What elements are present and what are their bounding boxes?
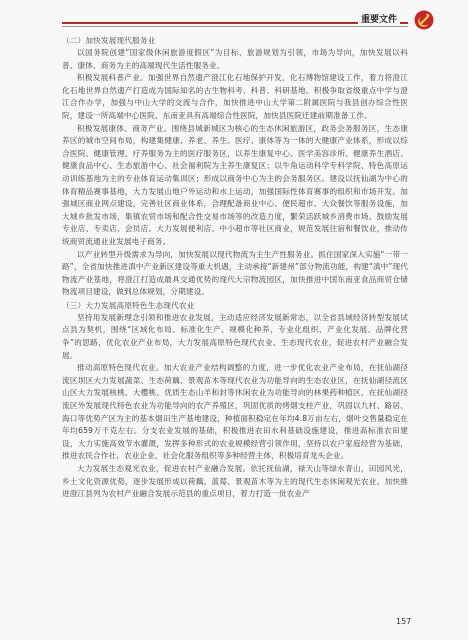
section-agriculture [62, 299, 408, 501]
paragraph: 以产业转型升级需求为导向，加快发展以现代物流为主生产性服务业。抓住国家深入实施“一带一路”，全省加快推进滇中产业新区建设等重大机遇，主动承接“新建州”部分物流功能，构建“滇中”现代物流产业基地，将澄江打造成最具交通优势的现代大宗物流园区，加快推进中国东南亚食品商贸仓储物流项目建设，做到总体规划，分期建设。 [62, 249, 408, 297]
main-content [62, 34, 408, 501]
paragraph: 积极发展康体、商务产业。围绕县城新城区为核心的生态休闲旅游区，政务会务服务区，生态康养区的城市空间布局，构建集健康、养老、养生、医疗、康体等为一体的大健康产业体系，形成以综合医院、健康管理、疗养服务为主的医疗服务区，以养生康复中心、医学美容诊所、健康养生酒店、健康食品中心、生态旅游中心、社会福利院为主养生康复区；以牛角运动科学专科学院、特色高原运动训练基地为主的专业体育运动集训区；形成以商务中心为主的会务服务区。建设以抚仙湖为中心的体育精品赛事基地，大力发展山地户外运动和水上运动，加强国际性体育赛事的组织和市场开发。加强城区商业网点建设，完善社区商业体系，合理配备商业中心、便民超市、大众餐饮等服务设施，加大城乡批发市场，集镇农贸市场和配合性交易市场等的改造力度，繁荣活跃城乡消费市场。鼓励发展专业店、专卖店、会员店。大力发展便利店、中小超市等社区商业，规范发展住宿和餐饮业，推动传统商贸流通业业发展电子商务。 [62, 123, 408, 246]
paragraph: 推动高原特色现代农业。加大农业产业结构调整的力度，进一步优化农业产业布局，在抚仙湖径流区坝区大力发展蔬菜、生态荷藕、景观苗木等现代农业为功能导向的生态农业区，在抚仙湖径流区山区大力发展核桃、大樱桃、优质生态山羊和封等休闲农业为功能导向的林果药种植区，在抚仙湖径流区外发展现代特色农业为功能导向的农产养殖区，巩固优质的烤烟支柱产业，巩固以九村、路居、海口等优势产区为主的基本烟田生产基地建设，种植面积稳定在年均4.8万亩左右，烟叶交售量稳定在年均659万千克左右。分支农业发展的基础，积极推进农田水利基础设施建设，推进高标准农田建设，大力实施高效节水灌溉，发挥多种形式的农业规模经营引领作用，坚持以农户家庭经营为基础，推进农民合作社、农业企业、社会化服务组织等多种经营主体，积极培育龙头企业。 [62, 363, 408, 461]
document-category-label: 重要文件 [358, 12, 400, 25]
page-number: 157 [396, 617, 412, 626]
section-title: （三）大力发展高原特色生态现代农业 [62, 300, 195, 310]
section-title: （二）加快发展现代服务业 [62, 36, 156, 45]
header-red-rule [62, 22, 408, 24]
section-services [62, 34, 408, 299]
header-grey-rule [62, 26, 408, 27]
paragraph: 大力发展生态观光农业，促进农村产业融合发展。依托抚仙湖，禄天山等绿水青山，田园风光，乡土文化资源优势，逐步发展形成以荷藕、蓝莓、景观苗木等为主的现代生态休闲观光农业。加快推进澄江县列为农村产业融合发展示范县的重点项目，着力打造一批农业产 [62, 464, 408, 499]
party-emblem-icon [414, 10, 434, 30]
paragraph: 坚持用发展新理念引领和推进农业发展，主动适应经济发展新常态，以全省县域经济转型发展试点县为契机，围绕“区域化布局、标准化生产、规模化种养、专业化组织、产业化发展、品牌化营争”的思路，优化农业产业布局，大力发展高原特色现代农业、生态现代农业，促进农村产业融合发展。 [62, 312, 408, 360]
paragraph: 以国务院创建“国家级休闲旅游度假区”为目标，旅游规划为引领，市场为导向，加快发展以科普、康体、商务为主的高端现代生活性服务业。 [62, 48, 408, 70]
paragraph: 积极发展科普产业。加强世界自然遗产澄江化石地保护开发，化石博物馆建设工作，着力将澄江化石地世界自然遗产打造成为国际知名的古生物科考、科普、科研基地。积极争取省级重点中学与澄江合作办学，加强与中山大学的交流与合作，加快推进中山大学第二附属医院与我县创办综合性医院，建设一所高端中心医院、东南亚具有高端综合性医院，加快县医院迁建前期准备工作。 [62, 73, 408, 120]
page-header [0, 0, 468, 34]
